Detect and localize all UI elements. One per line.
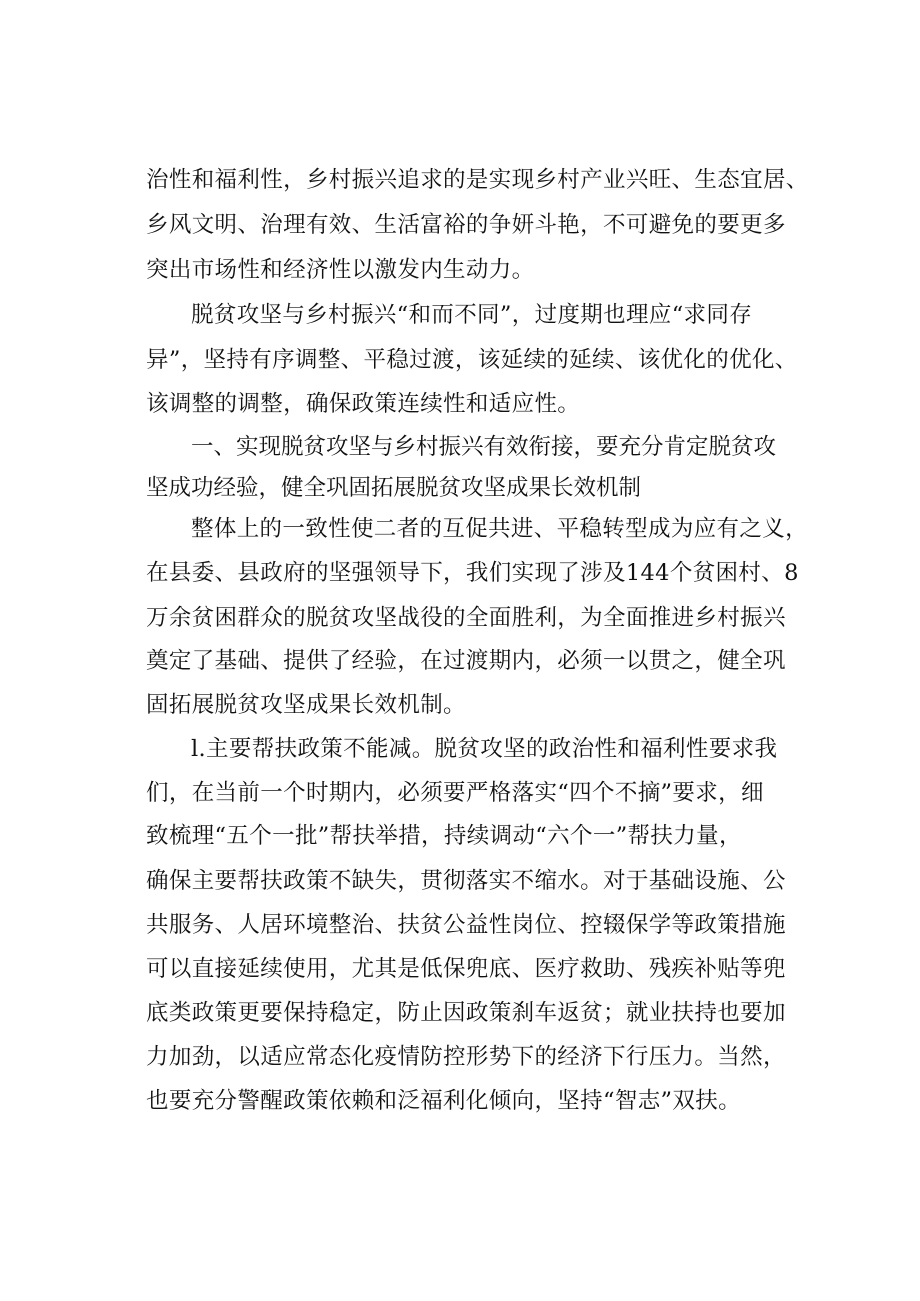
paragraph-2-line-3: 该调整的调整，确保政策连续性和适应性。 (146, 391, 581, 417)
paragraph-4-line-4: 确保主要帮扶政策不缺失，贯彻落实不缩水。对于基础设施、公 (146, 868, 786, 894)
paragraph-4-line-2: 们，在当前一个时期内，必须要严格落实“四个不摘”要求，细 (146, 780, 764, 806)
paragraph-1-line-3: 突出市场性和经济性以激发内生动力。 (146, 257, 535, 283)
paragraph-4-line-7: 底类政策更要保持稳定，防止因政策刹车返贫；就业扶持也要加 (146, 1000, 786, 1026)
paragraph-3-line-4: 奠定了基础、提供了经验，在过渡期内，必须一以贯之，健全巩 (146, 648, 786, 674)
paragraph-4-line-5: 共服务、人居环境整治、扶贫公益性岗位、控辍保学等政策措施 (146, 912, 786, 938)
paragraph-2-line-2: 异”，坚持有序调整、平稳过渡，该延续的延续、该优化的优化、 (146, 347, 798, 373)
paragraph-3-line-3: 万余贫困群众的脱贫攻坚战役的全面胜利，为全面推进乡村振兴 (146, 605, 786, 631)
section-heading-line-1: 一、实现脱贫攻坚与乡村振兴有效衔接，要充分肯定脱贫攻 (191, 434, 777, 460)
paragraph-4-line-8: 力加劲，以适应常态化疫情防控形势下的经济下行压力。当然， (146, 1044, 786, 1070)
paragraph-4-line-3: 致梳理“五个一批”帮扶举措，持续调动“六个一”帮扶力量， (146, 823, 742, 849)
paragraph-3-line-2: 在县委、县政府的坚强领导下，我们实现了涉及144个贫困村、8 (146, 560, 799, 586)
section-heading-line-2: 坚成功经验，健全巩固拓展脱贫攻坚成果长效机制 (146, 475, 642, 501)
paragraph-4-line-6: 可以直接延续使用，尤其是低保兜底、医疗救助、残疾补贴等兜 (146, 956, 786, 982)
paragraph-3-line-1: 整体上的一致性使二者的互促共进、平稳转型成为应有之义， (191, 516, 808, 542)
paragraph-2-line-1: 脱贫攻坚与乡村振兴“和而不同”，过度期也理应“求同存 (191, 302, 753, 328)
paragraph-3-line-5: 固拓展脱贫攻坚成果长效机制。 (146, 692, 466, 718)
paragraph-4-line-1: l.主要帮扶政策不能减。脱贫攻坚的政治性和福利性要求我 (191, 736, 778, 762)
paragraph-1-line-1: 治性和福利性，乡村振兴追求的是实现乡村产业兴旺、生态宜居、 (146, 167, 809, 193)
paragraph-1-line-2: 乡风文明、治理有效、生活富裕的争妍斗艳，不可避免的要更多 (146, 212, 786, 238)
paragraph-4-line-9: 也要充分警醒政策依赖和泛福利化倾向，坚持“智志”双扶。 (146, 1088, 741, 1114)
